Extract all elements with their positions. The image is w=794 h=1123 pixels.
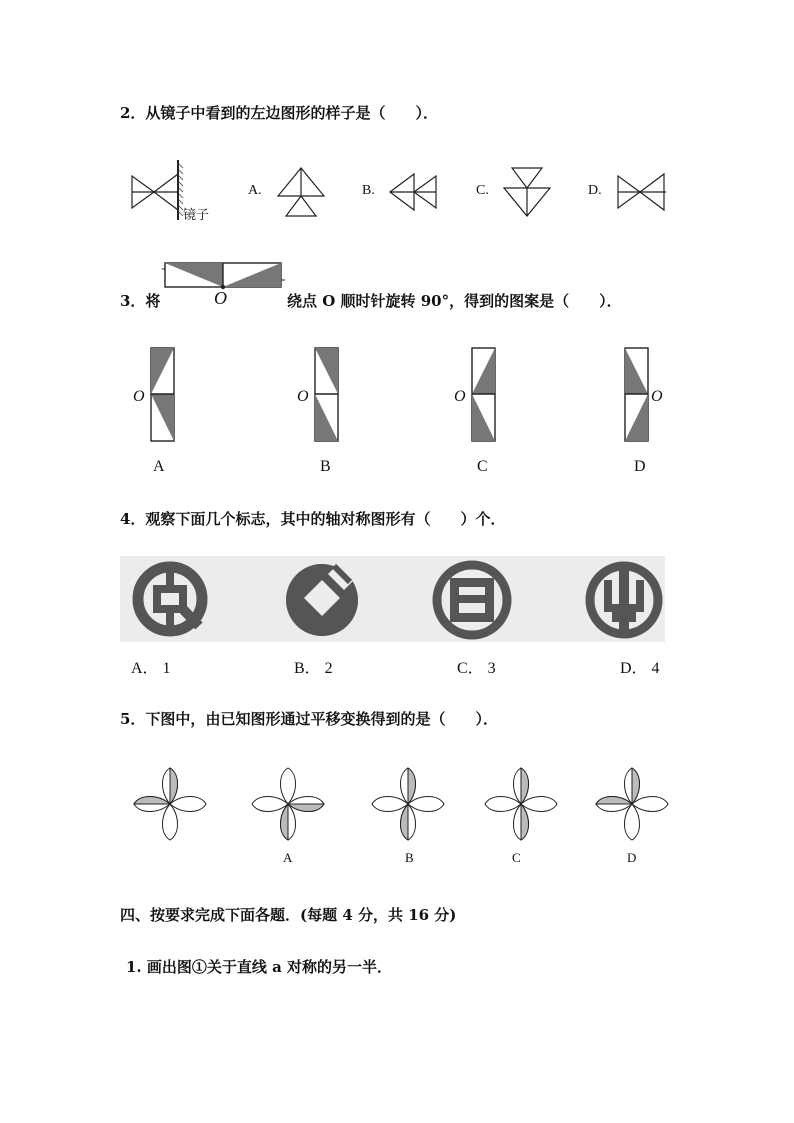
q2-option-b-label[interactable]: B.	[362, 183, 375, 198]
q5-option-b-label[interactable]: B	[405, 850, 414, 865]
q3-option-a-point-o: O	[133, 388, 145, 405]
q3-option-d-label[interactable]: D	[634, 458, 646, 475]
q5-option-d-flower-figure[interactable]	[594, 766, 670, 842]
q3-option-b-label[interactable]: B	[320, 458, 331, 475]
q3-option-d-figure[interactable]	[624, 347, 650, 443]
q4-option-d-label[interactable]: D． 4	[620, 660, 660, 677]
q4-option-a-label[interactable]: A． 1	[131, 660, 171, 677]
q3-option-c-point-o: O	[454, 388, 466, 405]
q2-option-c-figure[interactable]	[502, 166, 552, 218]
question-4-text: 4．观察下面几个标志，其中的轴对称图形有（ ）个．	[120, 510, 506, 528]
q3-option-c-figure[interactable]	[471, 347, 497, 443]
q3-original-point-o: O	[214, 288, 227, 308]
q2-option-d-figure[interactable]	[614, 168, 668, 216]
q3-option-a-figure[interactable]	[150, 347, 176, 443]
q5-option-d-label[interactable]: D	[627, 850, 637, 865]
q2-option-b-figure[interactable]	[388, 168, 440, 216]
q3-option-d-point-o: O	[651, 388, 663, 405]
mirror-label: 镜子	[183, 207, 210, 222]
q3-option-b-figure[interactable]	[314, 347, 340, 443]
q2-option-d-label[interactable]: D.	[588, 183, 602, 198]
section-4-item-1: 1. 画出图①关于直线 a 对称的另一半．	[126, 958, 393, 976]
q5-option-c-flower-figure[interactable]	[483, 766, 559, 842]
construction-bank-logo-icon[interactable]	[282, 560, 362, 640]
section-4-title: 四、按要求完成下面各题．(每题 4 分，共 16 分)	[120, 906, 457, 924]
q4-option-b-label[interactable]: B． 2	[294, 660, 333, 677]
q5-option-a-label[interactable]: A	[283, 850, 293, 865]
question-3-suffix: 绕点 O 顺时针旋转 90°，得到的图案是（ ）．	[287, 292, 622, 310]
q3-option-a-label[interactable]: A	[153, 458, 165, 475]
q5-option-a-flower-figure[interactable]	[250, 766, 326, 842]
q5-option-c-label[interactable]: C	[512, 850, 521, 865]
agricultural-bank-logo-icon[interactable]	[584, 560, 664, 640]
q3-option-b-point-o: O	[297, 388, 309, 405]
question-2-text: 2．从镜子中看到的左边图形的样子是（ ）．	[120, 104, 438, 122]
q5-option-b-flower-figure[interactable]	[370, 766, 446, 842]
bank-of-china-logo-icon[interactable]	[131, 560, 209, 638]
q2-option-a-figure[interactable]	[276, 166, 326, 218]
question-5-text: 5．下图中，由已知图形通过平移变换得到的是（ ）．	[120, 710, 498, 728]
q4-option-c-label[interactable]: C． 3	[457, 660, 496, 677]
q2-option-c-label[interactable]: C.	[476, 183, 489, 198]
question-3-prefix: 3．将	[120, 292, 161, 310]
icbc-logo-icon[interactable]	[432, 560, 512, 640]
q2-original-figure	[128, 168, 180, 216]
q2-option-a-label[interactable]: A.	[248, 183, 262, 198]
q5-given-flower-figure	[132, 766, 208, 842]
q3-option-c-label[interactable]: C	[477, 458, 488, 475]
